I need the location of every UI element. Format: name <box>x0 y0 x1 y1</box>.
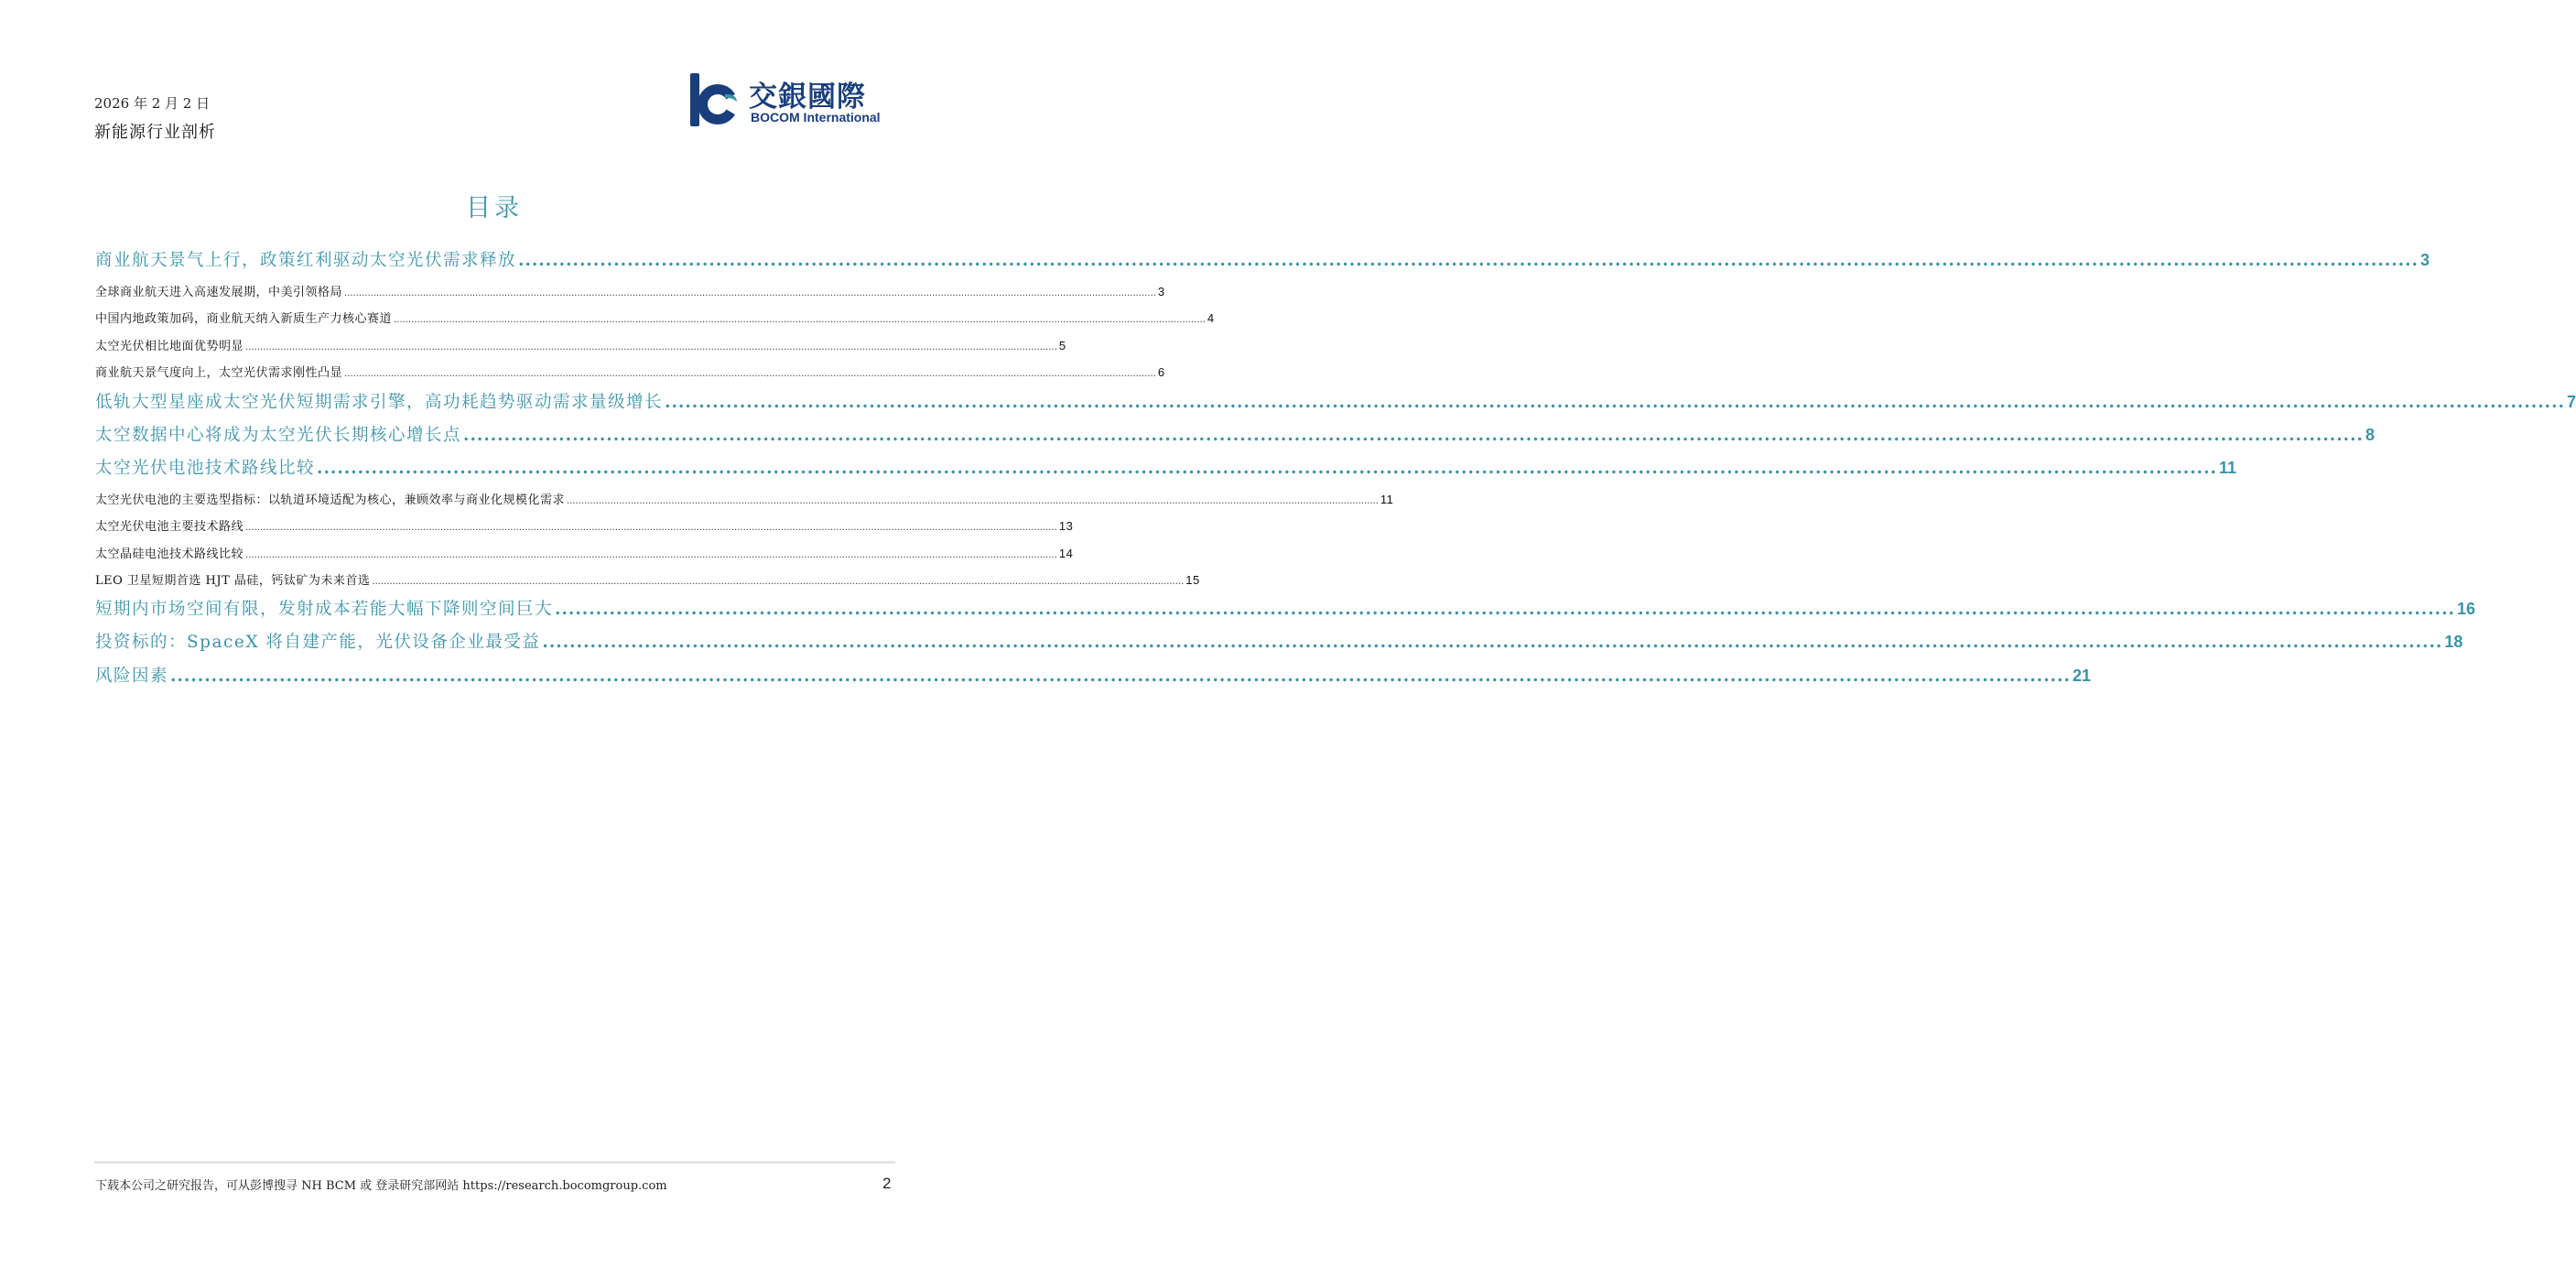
toc-entry-page: 3 <box>2419 251 2430 269</box>
toc-leader <box>245 342 1057 352</box>
toc-entry[interactable] <box>95 629 2463 653</box>
toc-entry-page: 14 <box>1058 547 1074 560</box>
toc-entry-title: 全球商业航天进入高速发展期，中美引领格局 <box>95 286 343 299</box>
toc-entry-page: 4 <box>1207 311 1215 325</box>
toc-entry-page: 13 <box>1058 519 1074 533</box>
toc-entry[interactable] <box>95 516 1074 534</box>
toc-entry[interactable] <box>95 596 2475 620</box>
toc-entry-title: 太空光伏电池主要技术路线 <box>95 520 244 534</box>
toc-entry-page: 5 <box>1058 339 1066 352</box>
toc-entry-page: 8 <box>2365 426 2375 444</box>
toc-entry-title: 太空光伏电池技术路线比较 <box>95 459 316 478</box>
toc-leader <box>555 600 2455 619</box>
page-number: 2 <box>882 1175 892 1192</box>
toc-entry-title: 太空光伏相比地面优势明显 <box>95 340 244 353</box>
toc-leader <box>344 369 1156 379</box>
footer-divider <box>94 1161 895 1164</box>
logo-english-name: BOCOM International <box>751 110 881 125</box>
toc-leader <box>542 633 2442 652</box>
report-date: 2026 年 2 月 2 日 <box>94 95 211 112</box>
toc-leader <box>170 667 2071 686</box>
toc-leader <box>245 550 1057 560</box>
toc-entry[interactable] <box>95 422 2375 446</box>
toc-leader <box>665 393 2565 412</box>
toc-entry-title: 商业航天景气上行，政策红利驱动太空光伏需求释放 <box>95 251 517 270</box>
toc-leader <box>317 459 2217 478</box>
toc-entry-page: 6 <box>1157 365 1165 379</box>
toc-entry-title: 商业航天景气度向上，太空光伏需求刚性凸显 <box>95 366 343 380</box>
toc-leader <box>344 288 1156 298</box>
toc-entry[interactable] <box>95 282 1165 299</box>
toc-entry-title: 太空数据中心将成为太空光伏长期核心增长点 <box>95 426 462 445</box>
toc-entry[interactable] <box>95 336 1066 353</box>
toc-entry-title: 低轨大型星座成太空光伏短期需求引擎，高功耗趋势驱动需求量级增长 <box>95 393 664 412</box>
toc-entry-title: 风险因素 <box>95 667 169 686</box>
toc-entry-page: 18 <box>2444 633 2463 651</box>
toc-entry-title: 投资标的：SpaceX 将自建产能，光伏设备企业最受益 <box>95 633 541 652</box>
toc-leader <box>245 523 1057 533</box>
toc-entry-page: 11 <box>2218 459 2236 477</box>
toc-entry-page: 15 <box>1185 573 1200 587</box>
footer-note: 下载本公司之研究报告，可从彭博搜寻 NH BCM 或 登录研究部网站 https://research.bocomgroup.com <box>95 1179 667 1193</box>
toc-leader <box>567 496 1379 506</box>
toc-entry[interactable] <box>95 247 2430 271</box>
toc-entry-page: 16 <box>2456 600 2475 618</box>
toc-entry-page: 3 <box>1157 285 1165 298</box>
bocom-logo <box>688 71 899 130</box>
toc-entry-page: 7 <box>2566 393 2576 411</box>
toc-entry-title: 短期内市场空间有限，发射成本若能大幅下降则空间巨大 <box>95 600 554 619</box>
toc-leader <box>394 315 1206 325</box>
toc-entry[interactable] <box>95 570 1200 588</box>
toc-leader <box>518 251 2419 270</box>
toc-leader <box>372 577 1184 587</box>
toc-entry-title: 中国内地政策加码，商业航天纳入新质生产力核心赛道 <box>95 312 393 326</box>
toc-entry-title: 太空光伏电池的主要选型指标：以轨道环境适配为核心，兼顾效率与商业化规模化需求 <box>95 493 566 507</box>
toc-entry[interactable] <box>95 389 2576 413</box>
toc-title: 目录 <box>466 194 523 222</box>
report-subtitle: 新能源行业剖析 <box>94 123 216 142</box>
toc-leader <box>463 426 2364 445</box>
toc-entry-page: 11 <box>1380 493 1394 506</box>
toc-entry-title: 太空晶硅电池技术路线比较 <box>95 547 244 561</box>
bocom-logo-icon <box>688 71 741 130</box>
toc-entry[interactable] <box>95 455 2236 479</box>
toc-entry-page: 21 <box>2072 667 2091 685</box>
toc-entry[interactable] <box>95 490 1394 507</box>
toc-entry[interactable] <box>95 309 1215 326</box>
toc-entry[interactable] <box>95 363 1165 380</box>
toc-entry[interactable] <box>95 663 2091 687</box>
logo-chinese-name: 交銀國際 <box>749 81 866 114</box>
toc-entry[interactable] <box>95 544 1074 561</box>
toc-entry-title: LEO 卫星短期首选 HJT 晶硅，钙钛矿为未来首选 <box>95 574 371 588</box>
